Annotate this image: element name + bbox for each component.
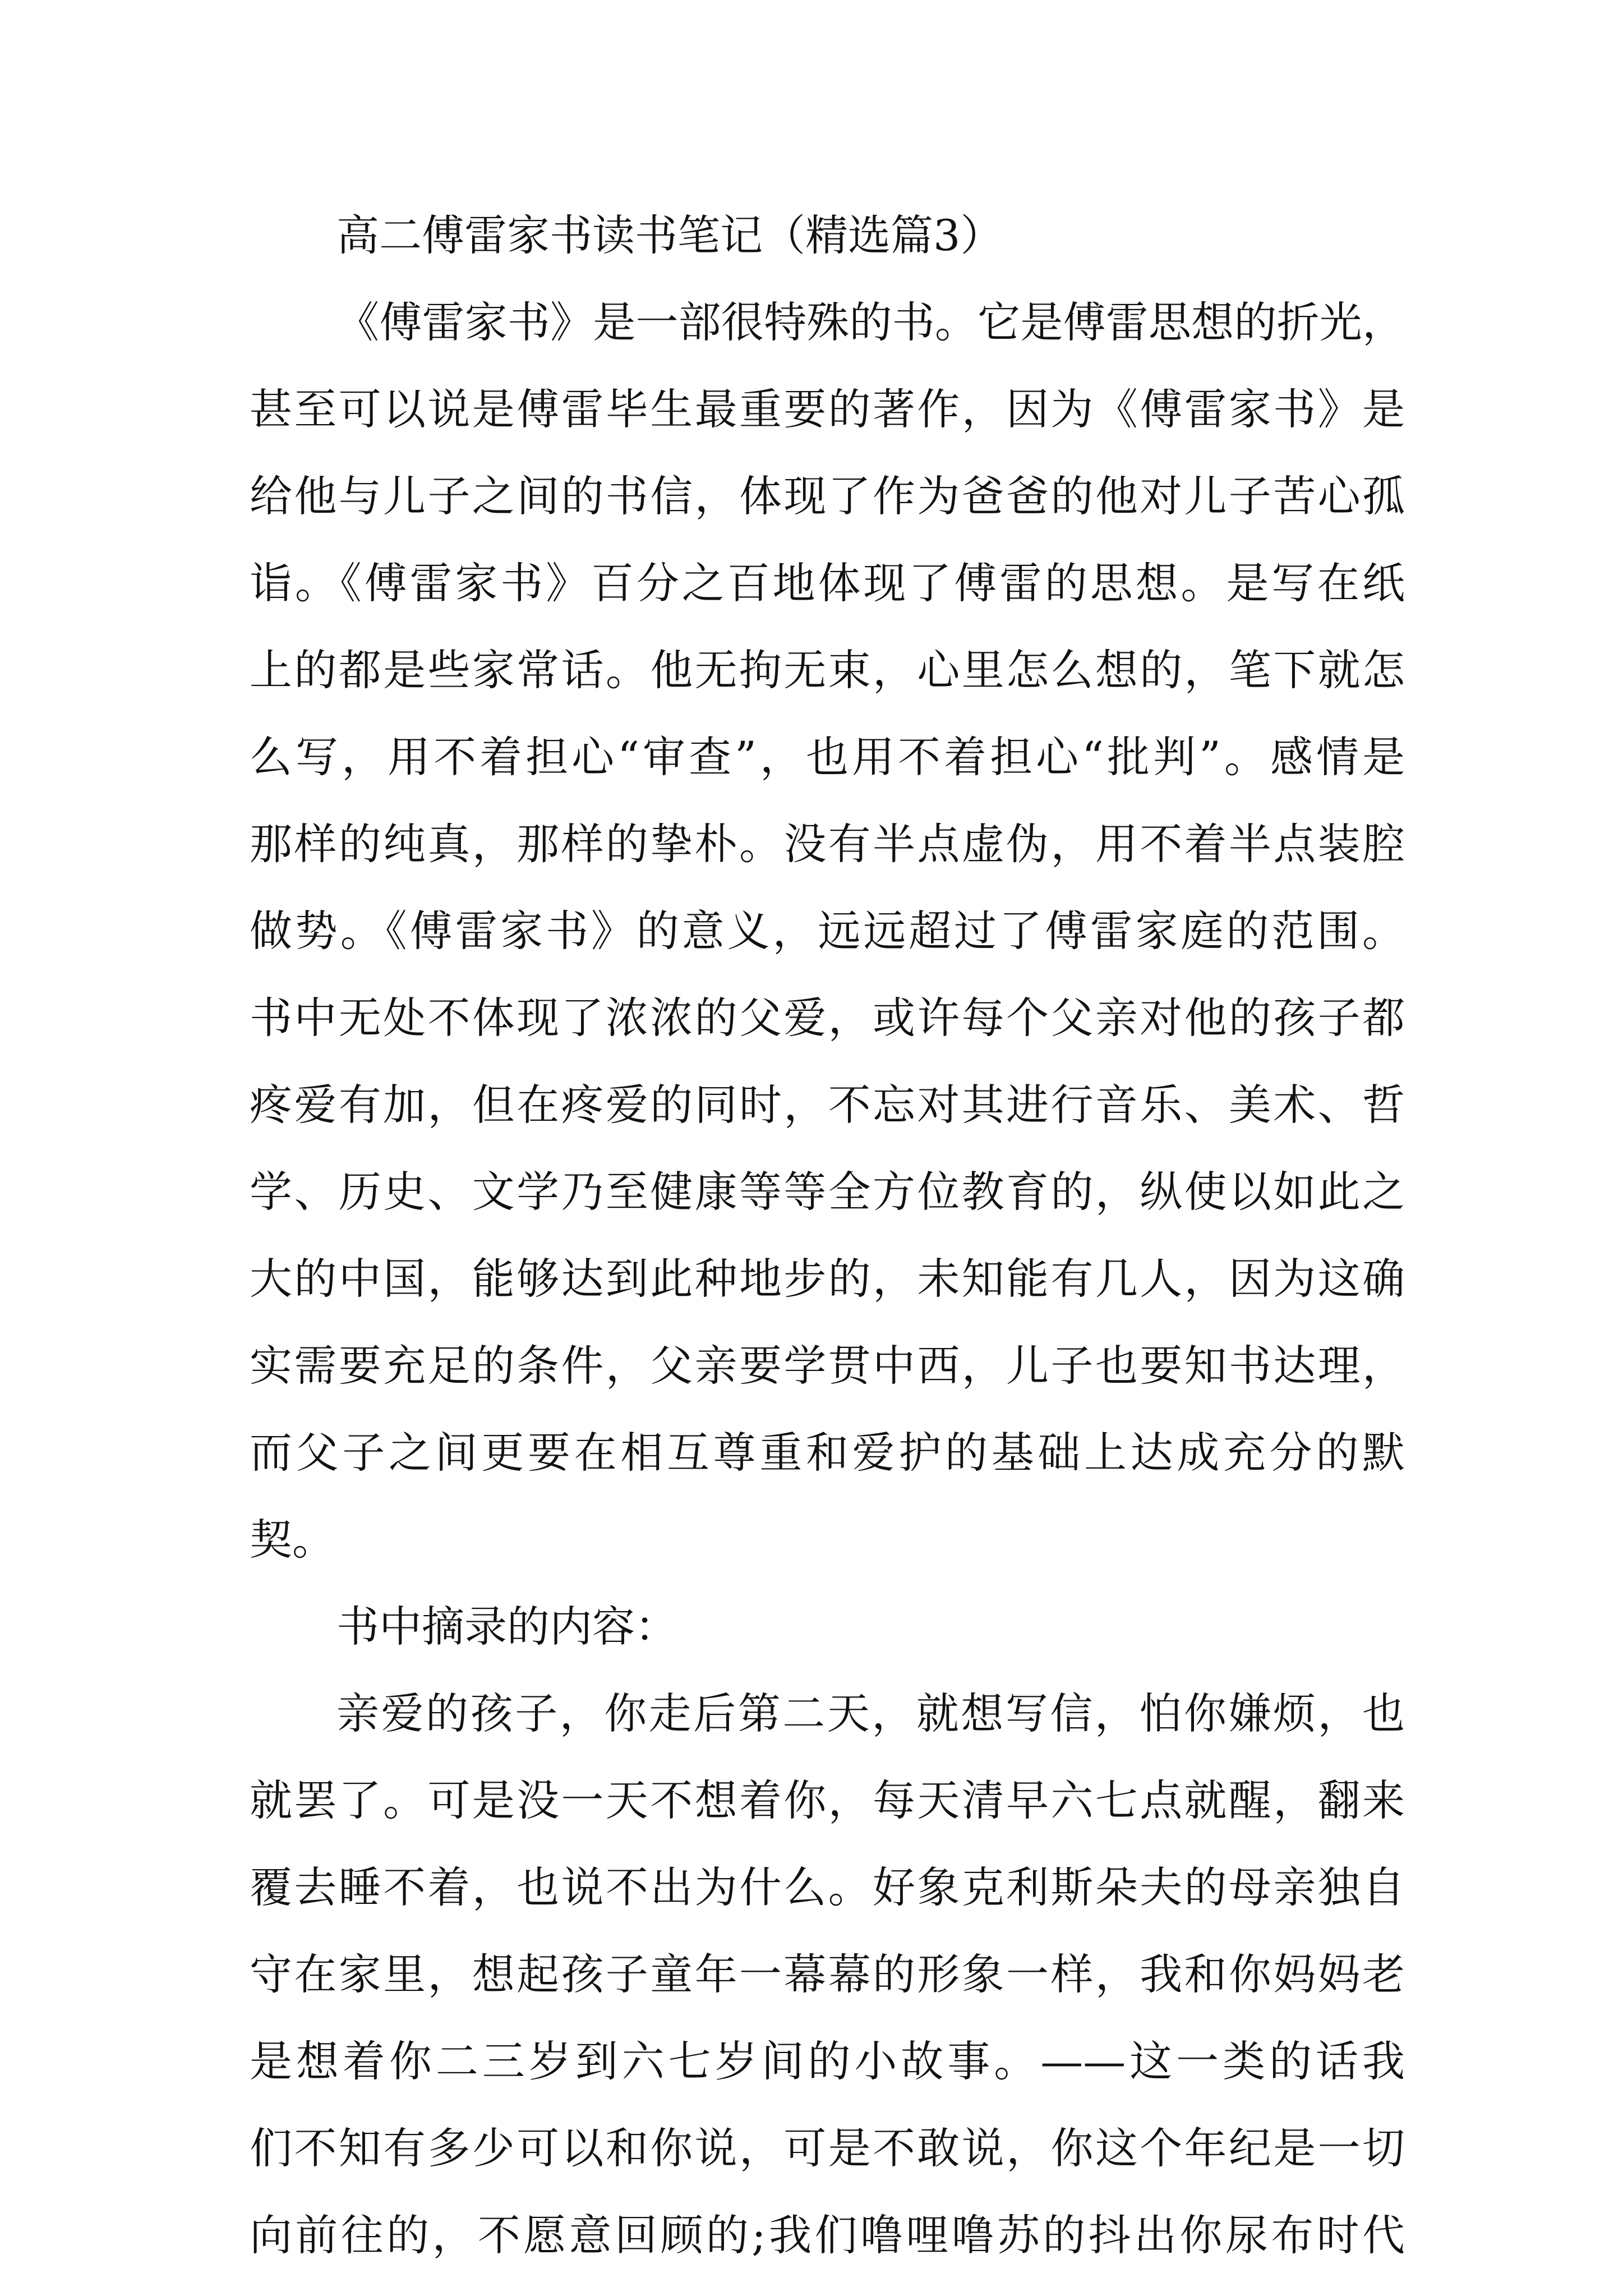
paragraph-line: 们不知有多少可以和你说，可是不敢说，你这个年纪是一切	[250, 2123, 1405, 2173]
paragraph-line: 学、历史、文学乃至健康等等全方位教育的，纵使以如此之	[250, 1167, 1405, 1217]
paragraph-line: 甚至可以说是傅雷毕生最重要的著作，因为《傅雷家书》是	[250, 384, 1405, 434]
paragraph-line: 就罢了。可是没一天不想着你，每天清早六七点就醒，翻来	[250, 1775, 1405, 1825]
paragraph-line: 覆去睡不着，也说不出为什么。好象克利斯朵夫的母亲独自	[250, 1862, 1405, 1912]
paragraph-line: 大的中国，能够达到此种地步的，未知能有几人，因为这确	[250, 1254, 1405, 1304]
paragraph-line: 《傅雷家书》是一部很特殊的书。它是傅雷思想的折光，	[336, 297, 1405, 347]
paragraph-line: 而父子之间更要在相互尊重和爱护的基础上达成充分的默	[250, 1428, 1405, 1478]
document-title: 高二傅雷家书读书笔记（精选篇3）	[336, 210, 1003, 260]
paragraph-line: 做势。《傅雷家书》的意义，远远超过了傅雷家庭的范围。	[250, 906, 1405, 956]
paragraph-line: 亲爱的孩子，你走后第二天，就想写信，怕你嫌烦，也	[336, 1688, 1405, 1738]
paragraph-line: 是想着你二三岁到六七岁间的小故事。——这一类的话我	[250, 2036, 1405, 2086]
paragraph-line: 疼爱有加，但在疼爱的同时，不忘对其进行音乐、美术、哲	[250, 1080, 1405, 1130]
paragraph-line: 上的都是些家常话。他无拘无束，心里怎么想的，笔下就怎	[250, 645, 1405, 695]
paragraph-line: 向前往的，不愿意回顾的;我们噜哩噜苏的抖出你尿布时代	[250, 2210, 1405, 2260]
paragraph-line: 么写，用不着担心“审查”，也用不着担心“批判”。感情是	[250, 732, 1405, 782]
paragraph-line: 给他与儿子之间的书信，体现了作为爸爸的他对儿子苦心孤	[250, 471, 1405, 521]
paragraph-line: 守在家里，想起孩子童年一幕幕的形象一样，我和你妈妈老	[250, 1949, 1405, 1999]
paragraph-line: 契。	[250, 1515, 335, 1565]
paragraph-line: 诣。《傅雷家书》百分之百地体现了傅雷的思想。是写在纸	[250, 558, 1405, 608]
paragraph-line: 那样的纯真，那样的挚朴。没有半点虚伪，用不着半点装腔	[250, 819, 1405, 869]
excerpt-heading: 书中摘录的内容：	[336, 1602, 677, 1651]
paragraph-line: 书中无处不体现了浓浓的父爱，或许每个父亲对他的孩子都	[250, 993, 1405, 1043]
paragraph-line: 实需要充足的条件，父亲要学贯中西，儿子也要知书达理，	[250, 1341, 1405, 1391]
